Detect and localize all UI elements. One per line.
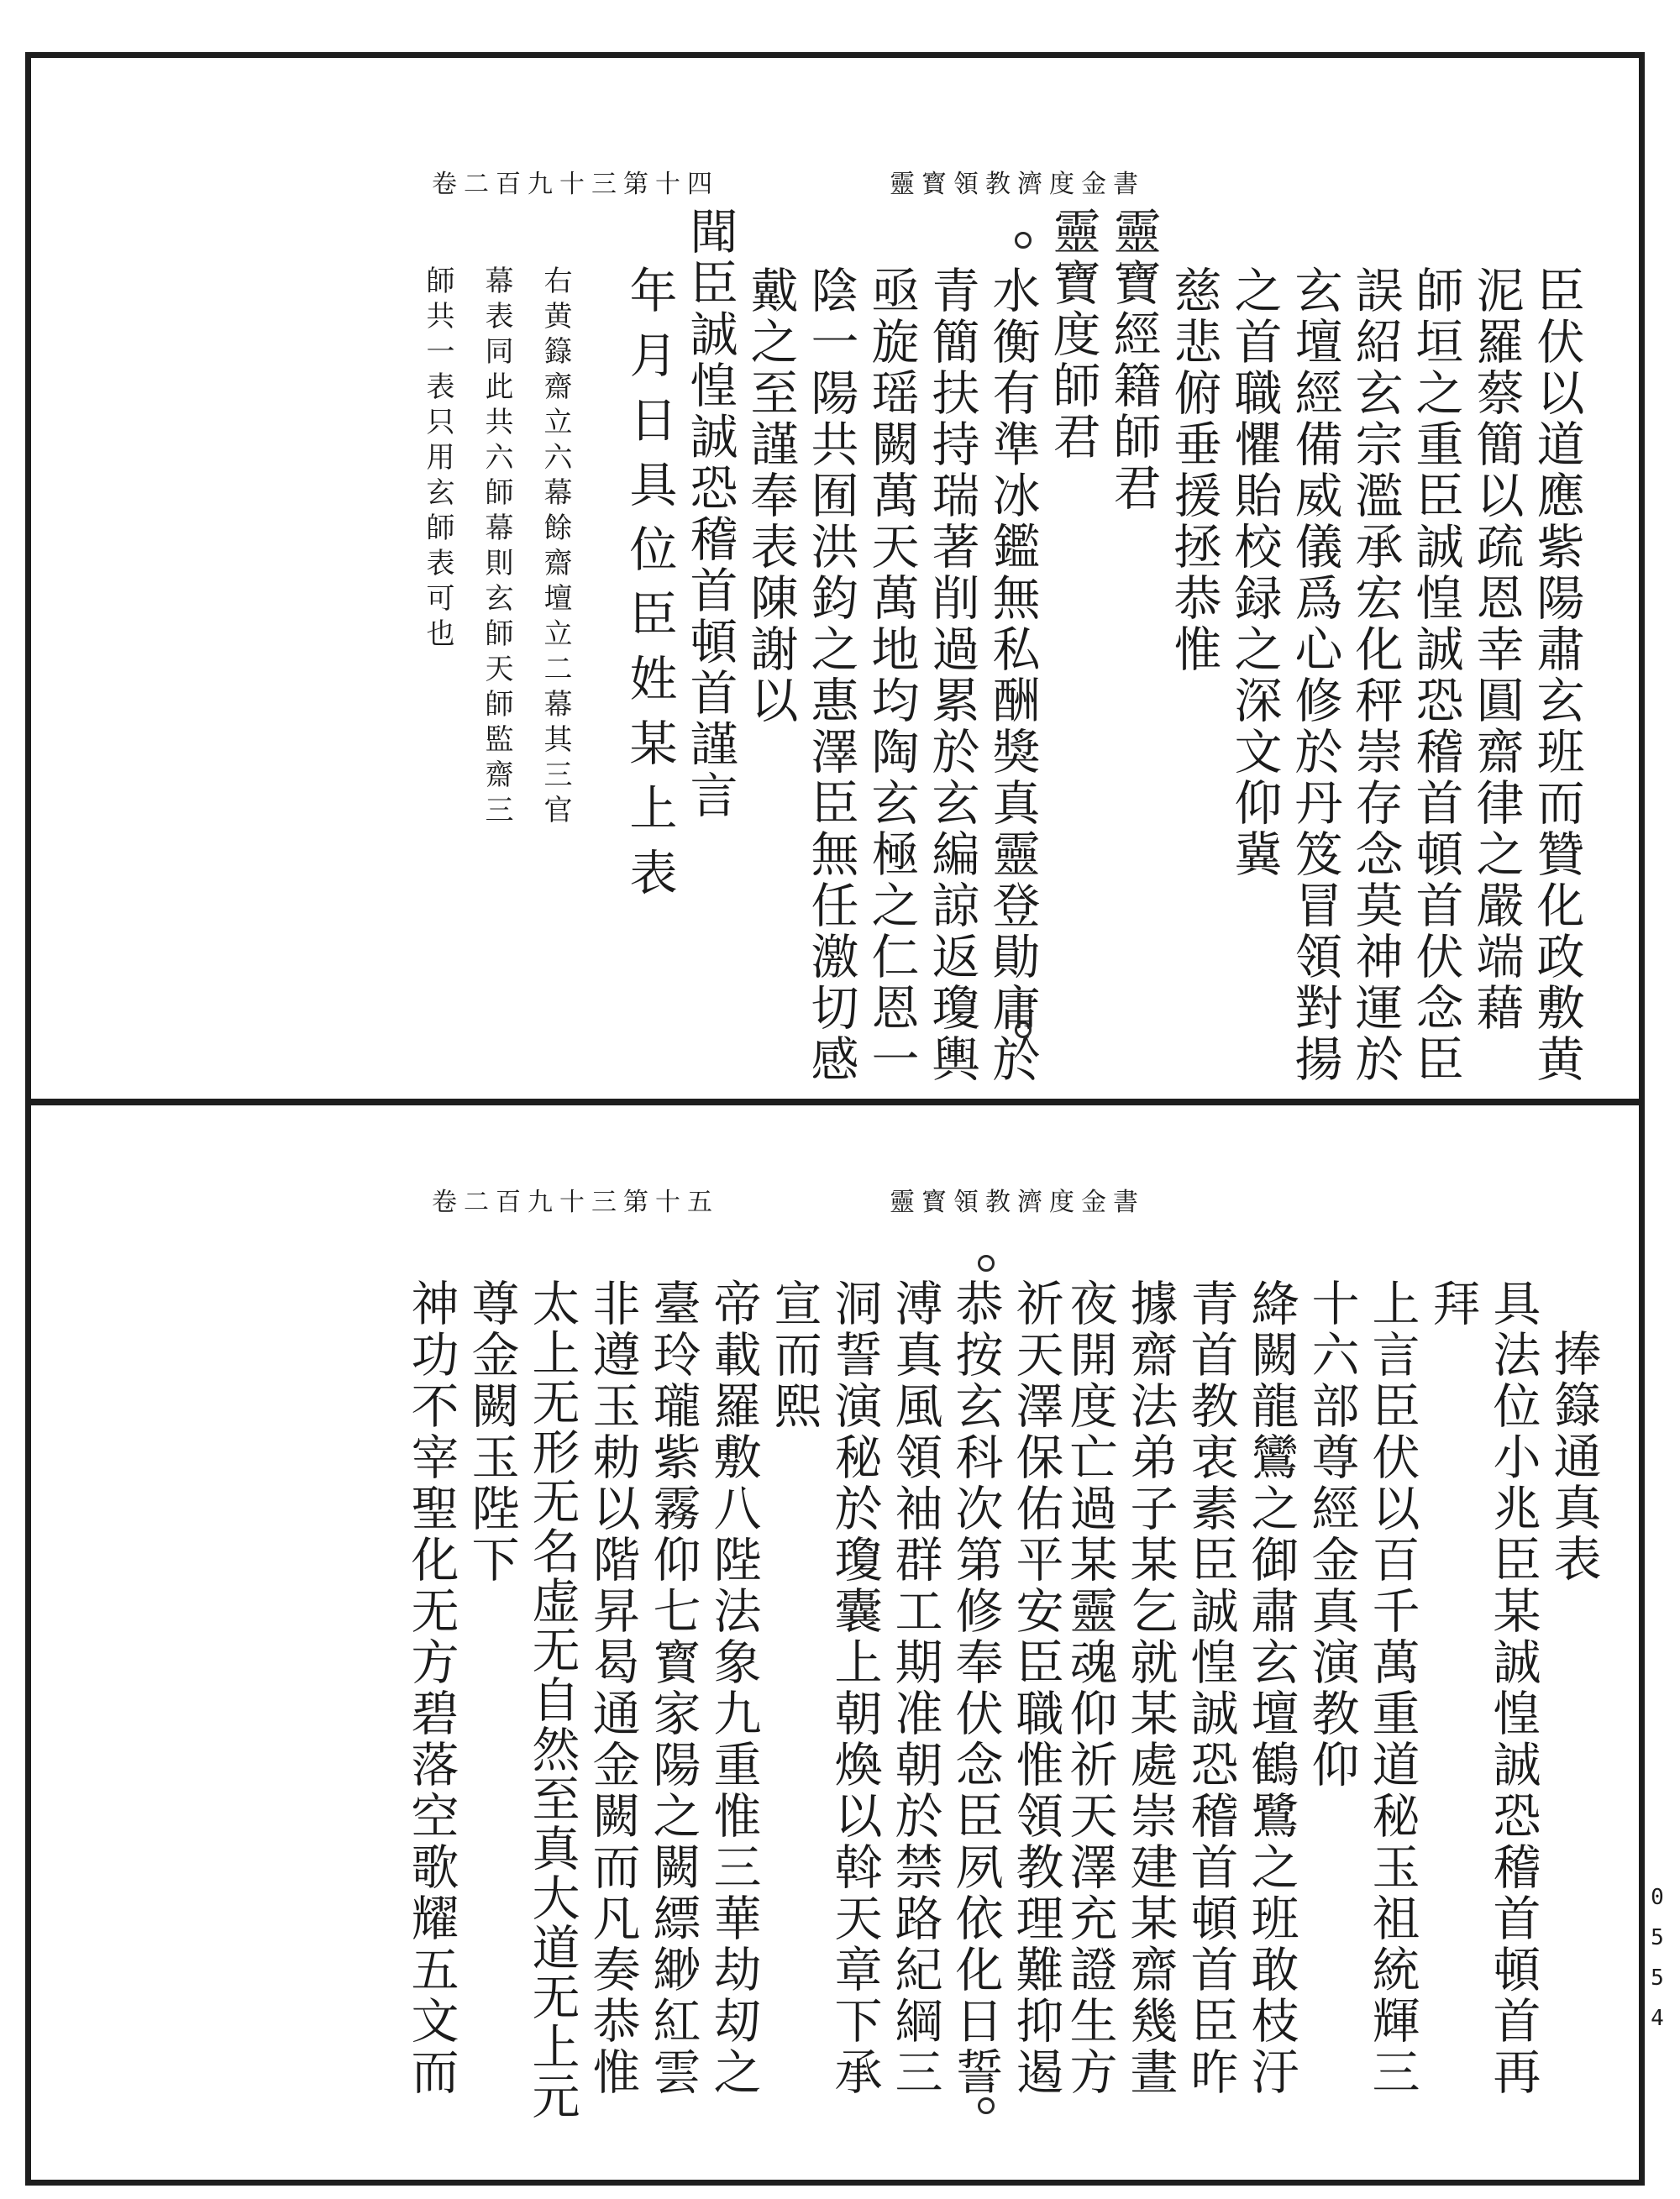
circle-mark (1015, 232, 1032, 249)
text-column: 慈悲俯垂援拯恭惟 (1166, 265, 1221, 675)
note-column: 師共一表只用玄師表可也 (421, 265, 454, 653)
circle-mark (978, 1255, 995, 1272)
running-header (37, 163, 1633, 203)
lower-page (37, 1110, 1633, 2174)
text-column: 洞誓演秘於瓊囊上朝煥以斡天章下承 (827, 1278, 882, 2098)
note-column: 右黄籙齋立六幕餘齋壇立二幕其三官 (538, 265, 572, 830)
text-column: 誤紹玄宗濫承宏化秤崇存念莫神運於 (1347, 265, 1403, 1085)
text-column: 靈寶度師君 (1045, 207, 1100, 463)
upper-page (37, 64, 1633, 1094)
volume-label: 卷二百九十三第十五 (432, 1188, 719, 1217)
text-column: 泥羅蔡簡以疏恩幸圓齋律之嚴端藉 (1468, 265, 1524, 1034)
text-column: 帝載羅敷八陛法象九重惟三華劫刧之 (706, 1278, 761, 2098)
text-column: 臣伏以道應紫陽肅玄班而贊化政敷黄 (1529, 265, 1584, 1085)
text-column: 拜 (1425, 1278, 1480, 1330)
text-column: 恭按玄科次第修奉伏念臣夙依化日誓 (948, 1278, 1003, 2098)
text-column: 溥真風領袖群工期准朝於禁路紀綱三 (887, 1278, 942, 2098)
text-column: 戴之至謹奉表陳謝以 (743, 265, 798, 727)
text-column: 非遵玉勅以階昇曷通金闕而凡奏恭惟 (585, 1278, 640, 2098)
section-title: 捧籙通真表 (1546, 1329, 1601, 1585)
text-column: 絳闕龍鸞之御肅玄壇鶴鷺之班敢枝汙 (1243, 1278, 1299, 2098)
text-column: 祈天澤保佑平安臣職惟領教理難抑遏 (1008, 1278, 1063, 2098)
text-column: 靈寶經籍師君 (1105, 207, 1161, 514)
text-column: 陰一陽共囿洪鈞之惠澤臣無任激切感 (803, 265, 858, 1085)
page-divider (25, 1099, 1645, 1105)
text-column: 宣而熙 (766, 1278, 822, 1432)
text-column: 水衡有準冰鑑無私酬獎真靈登勛庸於 (984, 265, 1040, 1085)
text-column: 尊金闕玉陛下 (464, 1278, 519, 1586)
text-column: 青首教衷素臣誠惶誠恐稽首頓首臣昨 (1183, 1278, 1238, 2098)
volume-label: 卷二百九十三第十四 (432, 170, 719, 199)
text-column: 據齋法弟子某乞就某處崇建某齋幾晝 (1122, 1278, 1178, 2098)
text-column: 夜開度亡過某靈魂仰祈天澤充證生方 (1062, 1278, 1117, 2098)
text-column: 年月日具位臣姓某上表 (622, 265, 677, 912)
text-column: 師垣之重臣誠惶誠恐稽首頓首伏念臣 (1408, 265, 1463, 1085)
book-title: 靈寳領教濟度金書 (890, 1188, 1145, 1217)
text-column: 上言臣伏以百千萬重道秘玉祖統輝三 (1364, 1278, 1420, 2098)
running-header (37, 1181, 1633, 1221)
text-column: 十六部尊經金真演教仰 (1304, 1278, 1359, 1791)
text-column: 玄壇經備威儀爲心修於丹笈冒領對揚 (1287, 265, 1342, 1085)
text-column: 臺玲瓏紫霧仰七寳家陽之闕縹緲紅雲 (645, 1278, 701, 2098)
text-column: 太上无形无名虚无自然至真大道无上元 (524, 1278, 580, 2121)
note-column: 幕表同此共六師幕則玄師天師監齋三 (480, 265, 513, 830)
book-title: 靈寳領教濟度金書 (890, 170, 1145, 199)
circle-mark (1015, 1021, 1032, 1038)
text-column: 青簡扶持瑞著削過累於玄編諒返瓊輿 (924, 265, 979, 1085)
text-column: 亟旋瑶闕萬天萬地均陶玄極之仁恩一 (864, 265, 919, 1085)
text-column: 具法位小兆臣某誠惶誠恐稽首頓首再 (1485, 1278, 1541, 2098)
text-column: 神功不宰聖化无方碧落空歌耀五文而 (403, 1278, 459, 2098)
text-column: 之首職懼貽校録之深文仰冀 (1226, 265, 1282, 880)
text-column: 聞臣誠惶誠恐稽首頓首謹言 (682, 207, 738, 821)
circle-mark (978, 2097, 995, 2114)
page-number: 0554 (1645, 1885, 1670, 2046)
